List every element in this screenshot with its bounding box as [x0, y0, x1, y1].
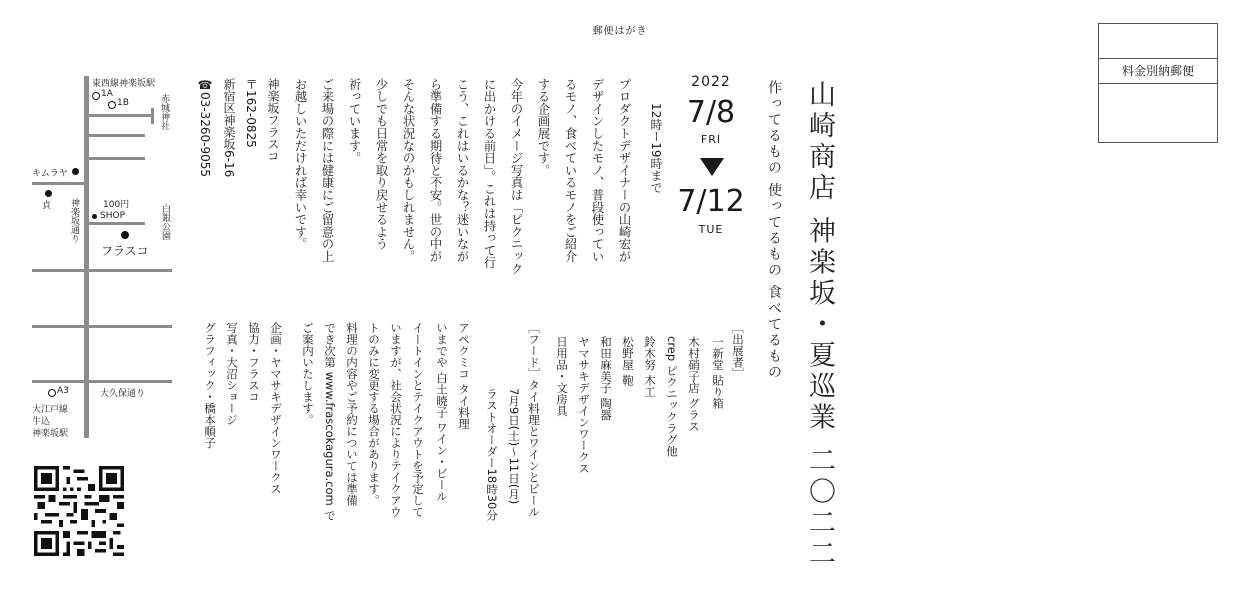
map-label-exit-a3: A3	[57, 386, 69, 396]
exhibitor-item: 和田麻美子 陶器	[599, 336, 613, 421]
map-label-kimuraya: キムラヤ	[32, 169, 68, 179]
opening-hours: 12時ー19時まで	[649, 103, 663, 194]
description-line: プロダクトデザイナーの山崎宏が	[617, 78, 631, 263]
map-label-frasco: フラスコ	[101, 244, 149, 258]
map-label-tei: 貞	[42, 201, 52, 211]
map-label-okubo-street: 大久保通り	[100, 389, 146, 399]
description-line: 祈っています。	[347, 78, 361, 165]
description-line: 今年のイメージ写真は「ピクニック	[509, 78, 523, 275]
description-line: ご来場の際には健康にご留意の上	[320, 78, 334, 263]
map-label-shop	[100, 200, 144, 222]
food-line: イートインとテイクアウトを予定して	[411, 322, 425, 518]
map-label-station-top: 東西線神楽坂駅	[92, 79, 156, 89]
food-line: 料理の内容やご予約については準備	[345, 322, 359, 506]
map-road-okubo	[32, 380, 172, 383]
end-date: 7/12	[677, 184, 745, 219]
description-line: こう、これはいるかな？迷いなが	[455, 78, 469, 263]
map-label-station-bottom: 牛込	[32, 417, 51, 427]
start-weekday: FRI	[700, 133, 722, 146]
map-location-dot-icon	[92, 214, 97, 219]
description-line: そんな状況なのかもしれません。	[401, 78, 415, 263]
credit-line: 写真・大沼ショージ	[225, 322, 239, 426]
exit-marker-icon	[108, 101, 116, 109]
description-line: する企画展です。	[536, 78, 550, 177]
exhibitor-item: crep ピクニックラグ他	[665, 336, 679, 457]
exhibitor-item: 松野屋 鞄	[621, 336, 635, 386]
map-road	[89, 157, 145, 160]
food-url-line: でき次第 www.frascokagura.com で	[323, 322, 337, 521]
exhibitors-heading: ［出展者］	[731, 322, 745, 380]
credit-line: 企画・ヤマサキデザインワークス	[269, 322, 283, 495]
description-line: お越しいただければ幸いです。	[293, 78, 307, 251]
map-shop-name: 100円 SHOP	[100, 200, 130, 221]
map-road	[32, 182, 84, 185]
exit-marker-icon	[92, 92, 100, 100]
map-label-exit-1b: 1B	[117, 98, 129, 108]
venue-postal: 〒162-0825	[244, 78, 258, 148]
venue-marker-icon	[121, 231, 129, 239]
exit-marker-icon	[48, 389, 56, 397]
map-road-main	[84, 76, 89, 438]
exhibitor-item: 日用品・文房具	[555, 336, 569, 417]
description-line: に出かける前日」。これは持って行	[482, 78, 496, 269]
map-label-station-bottom: 神楽坂駅	[32, 429, 69, 439]
exhibitor-item: ヤマサキデザインワークス	[577, 336, 591, 474]
date-arrow-icon	[700, 158, 724, 176]
food-line: 7月9日(土)〜11日(月)	[507, 388, 521, 505]
description-line: 少しでも日常を取り戻せるよう	[374, 78, 388, 251]
food-line: いますが、社会状況によりテイクアウ	[389, 322, 403, 518]
food-heading: ［フード］タイ料理とワインとビール	[527, 322, 541, 518]
venue-name: 神楽坂フラスコ	[266, 78, 280, 162]
credit-line: グラフィック・橋本順子	[203, 322, 217, 449]
postage-paid-label: 料金別納郵便	[1099, 58, 1217, 84]
exhibitor-item: 一新堂 貼り箱	[711, 336, 725, 409]
tagline: 作ってるもの 使ってるもの 食べてるもの	[766, 80, 782, 381]
map-label-shirogane-park: 白銀公園	[160, 204, 170, 240]
map-label-akagi: 赤城神社	[159, 94, 169, 130]
food-line: ご案内いたします。	[301, 322, 315, 426]
map-label-station-bottom: 大江戸線	[32, 405, 69, 415]
event-year: 2022	[691, 74, 731, 90]
venue-phone: ☎03-3260-9055	[198, 78, 212, 178]
venue-address: 新宿区神楽坂6-16	[222, 78, 236, 178]
postcard-header: 郵便はがき	[592, 26, 648, 37]
exhibitor-item: 木村硝子店 グラス	[687, 336, 701, 432]
food-line: いまでや 白土暁子 ワイン・ビール	[435, 322, 449, 502]
end-weekday: TUE	[698, 223, 724, 236]
food-line: アペクミコ タイ料理	[457, 322, 471, 430]
event-title: 山崎商店 神楽坂・夏巡業 二〇二二	[804, 80, 835, 571]
map-road	[32, 325, 172, 328]
start-date: 7/8	[686, 95, 736, 130]
map-road	[151, 108, 154, 124]
map-road	[89, 114, 151, 117]
map-road	[32, 269, 172, 272]
credit-line: 協力・フラスコ	[247, 322, 261, 403]
description-line: るモノ、食べているモノをご紹介	[563, 78, 577, 263]
map-road	[89, 222, 145, 225]
map-label-kagurazaka-street: 神楽坂通り	[69, 198, 79, 243]
description-line: ら準備する期待と不安。世の中が	[428, 78, 442, 263]
map-label-exit-1a: 1A	[101, 89, 113, 99]
access-map	[28, 72, 178, 442]
map-location-dot-icon	[72, 168, 79, 175]
map-road	[89, 134, 145, 137]
description-line: デザインしたモノ、普段使ってい	[590, 78, 604, 263]
food-line: トのみに変更する場合があります。	[367, 322, 381, 506]
qr-code-icon[interactable]	[34, 466, 124, 556]
map-location-dot-icon	[45, 190, 52, 197]
exhibitor-item: 鈴木努 木工	[643, 336, 657, 398]
postage-paid-box	[1098, 23, 1218, 143]
food-line: ラストオーダー18時30分	[485, 388, 499, 521]
